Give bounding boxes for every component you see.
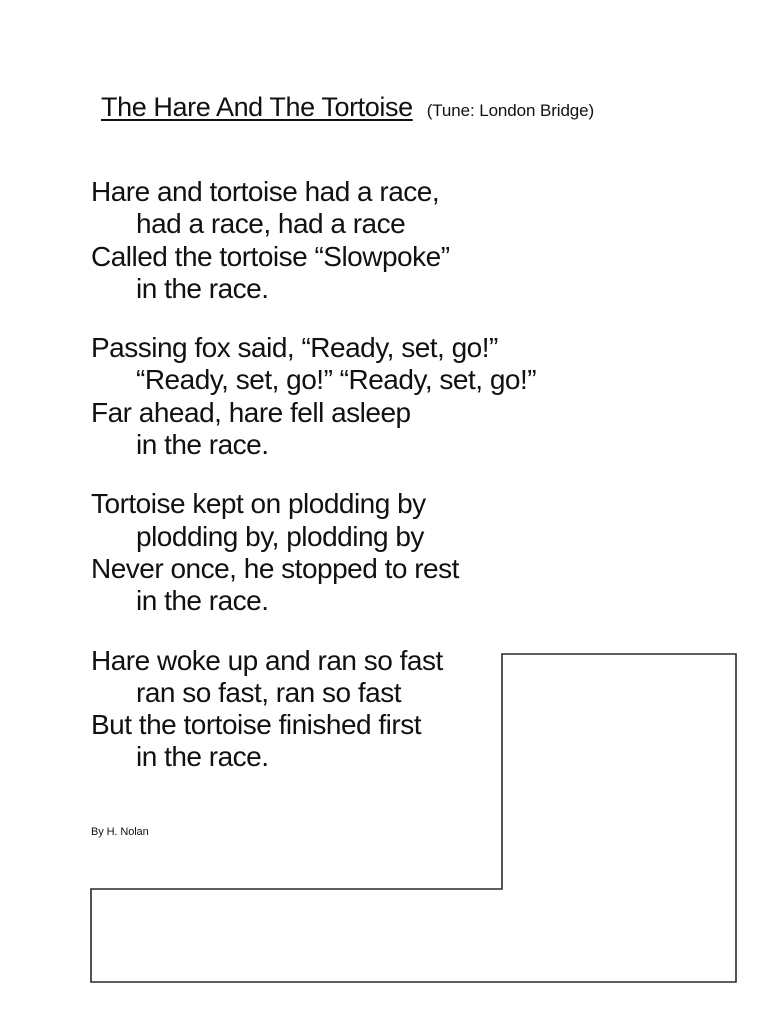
poem-line: in the race.: [136, 741, 269, 773]
poem-title: The Hare And The Tortoise: [101, 92, 413, 122]
poem-line: Never once, he stopped to rest: [91, 552, 459, 584]
poem-line: Passing fox said, “Ready, set, go!”: [91, 332, 498, 364]
poem-line: Tortoise kept on plodding by: [91, 488, 426, 520]
poem-line: plodding by, plodding by: [136, 520, 424, 552]
stanza-4: [91, 645, 611, 774]
poem-line: in the race.: [136, 272, 269, 304]
stanza-3: [91, 488, 611, 617]
poem-line: Far ahead, hare fell asleep: [91, 396, 411, 428]
author-credit: By H. Nolan: [91, 826, 149, 838]
tune-note: (Tune: London Bridge): [426, 101, 595, 120]
poem-line: in the race.: [136, 585, 269, 617]
poem-line: “Ready, set, go!” “Ready, set, go!”: [136, 364, 537, 396]
poem-line: Hare woke up and ran so fast: [91, 644, 443, 676]
poem-line: in the race.: [136, 429, 269, 461]
poem-line: had a race, had a race: [136, 208, 406, 240]
poem-line: Called the tortoise “Slowpoke”: [91, 240, 450, 272]
title-row: [101, 92, 594, 123]
poem-body: [91, 176, 611, 801]
poem-line: ran so fast, ran so fast: [136, 676, 402, 708]
stanza-1: [91, 176, 611, 305]
stanza-2: [91, 332, 611, 461]
poem-line: But the tortoise finished first: [91, 709, 422, 741]
poem-line: Hare and tortoise had a race,: [91, 176, 440, 207]
